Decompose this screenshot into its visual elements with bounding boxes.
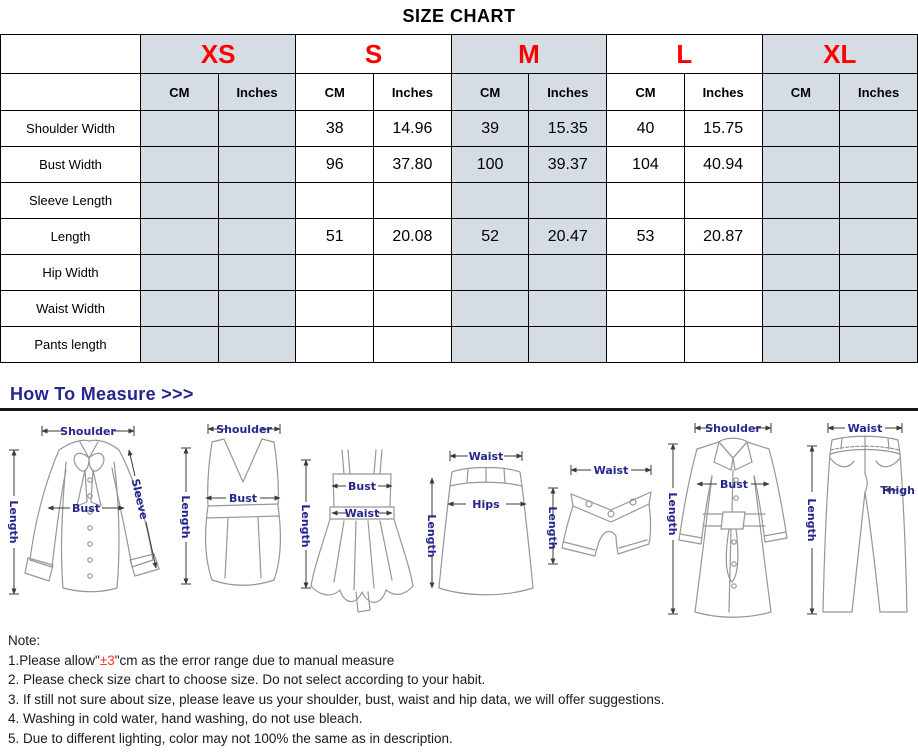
row-label: Waist Width (1, 291, 141, 327)
table-row (1, 147, 918, 183)
value-cell (762, 183, 840, 219)
value-cell (141, 219, 219, 255)
size-header-m: M (451, 35, 606, 74)
value-cell (374, 291, 452, 327)
value-cell (607, 183, 685, 219)
value-cell (840, 111, 918, 147)
unit-header-xl-inches: Inches (840, 74, 918, 111)
row-label: Shoulder Width (1, 111, 141, 147)
notes-heading: Note: (8, 633, 41, 648)
value-cell (141, 183, 219, 219)
measure-label-hips: Hips (472, 498, 501, 511)
unit-header-m-cm: CM (451, 74, 529, 111)
value-cell: 39 (451, 111, 529, 147)
diagram-skirt-illustration (422, 416, 538, 621)
value-cell (218, 327, 296, 363)
value-cell (762, 111, 840, 147)
value-cell (762, 219, 840, 255)
measure-label-bust: Bust (719, 478, 748, 491)
value-cell (762, 291, 840, 327)
value-cell (296, 183, 374, 219)
size-header-xl: XL (762, 35, 918, 74)
value-cell (141, 291, 219, 327)
value-cell (840, 147, 918, 183)
value-cell: 40 (607, 111, 685, 147)
row-label: Bust Width (1, 147, 141, 183)
value-cell (684, 183, 762, 219)
measure-label-shoulder: Shoulder (704, 422, 761, 435)
value-cell (296, 291, 374, 327)
value-cell (529, 183, 607, 219)
page-title: SIZE CHART (402, 6, 516, 26)
diagram-blouse-illustration (2, 416, 174, 621)
unit-header-l-inches: Inches (684, 74, 762, 111)
row-label: Pants length (1, 327, 141, 363)
note-line-3: 3. If still not sure about size, please leave us your shoulder, bust, waist and hip data, we will offer suggestions. (8, 691, 665, 707)
table-row (1, 183, 918, 219)
measure-label-waist: Waist (847, 422, 883, 435)
measure-label-bust: Bust (348, 480, 377, 493)
note-line-4: 4. Washing in cold water, hand washing, do not use bleach. (8, 711, 363, 726)
value-cell: 15.35 (529, 111, 607, 147)
diagram-shorts-illustration (539, 416, 657, 621)
diagram-coat-illustration (657, 416, 794, 621)
value-cell: 104 (607, 147, 685, 183)
value-cell (684, 255, 762, 291)
measure-label-thigh: Thigh (880, 484, 915, 497)
measure-label-length: Length (7, 500, 20, 544)
notes-section (0, 624, 918, 748)
value-cell (607, 327, 685, 363)
value-cell (840, 219, 918, 255)
measure-label-shoulder: Shoulder (60, 425, 116, 438)
measure-label-length: Length (299, 504, 313, 548)
value-cell (451, 327, 529, 363)
unit-header-row (1, 74, 918, 111)
value-cell: 39.37 (529, 147, 607, 183)
measure-label-waist: Waist (344, 507, 380, 520)
value-cell (607, 255, 685, 291)
value-cell: 20.47 (529, 219, 607, 255)
size-chart-table (0, 34, 918, 363)
note-1-suffix: "cm as the error range due to manual measure (114, 652, 395, 668)
measure-label-length: Length (545, 506, 559, 550)
how-to-measure-heading: How To Measure >>> (10, 384, 194, 404)
value-cell (840, 327, 918, 363)
value-cell: 51 (296, 219, 374, 255)
diagram-dress-illustration (296, 416, 422, 621)
measure-label-length: Length (425, 514, 439, 558)
value-cell (529, 291, 607, 327)
value-cell (840, 291, 918, 327)
measure-label-length: Length (665, 492, 679, 536)
note-1-highlight: ±3 (99, 652, 115, 668)
measure-label-bust: Bust (71, 502, 101, 515)
table-row (1, 219, 918, 255)
measure-label-waist: Waist (469, 450, 504, 463)
size-header-xs: XS (141, 35, 296, 74)
note-line-5: 5. Due to different lighting, color may not 100% the same as in description. (8, 730, 453, 746)
value-cell (374, 183, 452, 219)
value-cell: 53 (607, 219, 685, 255)
unit-header-xl-cm: CM (762, 74, 840, 111)
size-header-l: L (607, 35, 762, 74)
unit-header-l-cm: CM (607, 74, 685, 111)
measure-label-shoulder: Shoulder (216, 423, 272, 436)
value-cell (141, 255, 219, 291)
table-row (1, 255, 918, 291)
corner-cell (1, 35, 141, 74)
measure-label-sleeve: Sleeve (128, 477, 151, 521)
size-header-s: S (296, 35, 451, 74)
value-cell (684, 327, 762, 363)
diagram-tank-illustration (174, 416, 296, 621)
value-cell (374, 327, 452, 363)
value-cell (141, 147, 219, 183)
unit-header-s-inches: Inches (374, 74, 452, 111)
corner-cell (1, 74, 141, 111)
size-header-row (1, 35, 918, 74)
value-cell: 38 (296, 111, 374, 147)
measure-label-length: Length (179, 495, 193, 539)
note-line-2: 2. Please check size chart to choose size. Do not select according to your habit. (8, 672, 486, 687)
note-line-1 (8, 651, 918, 671)
value-cell (762, 147, 840, 183)
value-cell: 52 (451, 219, 529, 255)
value-cell: 14.96 (374, 111, 452, 147)
value-cell (840, 255, 918, 291)
value-cell: 15.75 (684, 111, 762, 147)
value-cell (762, 327, 840, 363)
value-cell: 100 (451, 147, 529, 183)
value-cell (684, 291, 762, 327)
unit-header-xs-cm: CM (141, 74, 219, 111)
measure-label-waist: Waist (593, 464, 628, 477)
value-cell (607, 291, 685, 327)
value-cell (529, 255, 607, 291)
value-cell (218, 147, 296, 183)
value-cell (374, 255, 452, 291)
value-cell (296, 255, 374, 291)
unit-header-xs-inches: Inches (218, 74, 296, 111)
value-cell: 20.08 (374, 219, 452, 255)
diagram-pants-illustration (794, 416, 916, 621)
unit-header-m-inches: Inches (529, 74, 607, 111)
value-cell: 37.80 (374, 147, 452, 183)
value-cell: 40.94 (684, 147, 762, 183)
value-cell (218, 111, 296, 147)
value-cell (218, 291, 296, 327)
value-cell (141, 327, 219, 363)
value-cell (451, 255, 529, 291)
value-cell: 20.87 (684, 219, 762, 255)
value-cell (529, 327, 607, 363)
note-1-prefix: 1.Please allow" (8, 652, 100, 668)
value-cell (218, 255, 296, 291)
value-cell (451, 291, 529, 327)
table-row (1, 111, 918, 147)
value-cell (296, 327, 374, 363)
unit-header-s-cm: CM (296, 74, 374, 111)
value-cell (218, 183, 296, 219)
value-cell (451, 183, 529, 219)
row-label: Hip Width (1, 255, 141, 291)
row-label: Length (1, 219, 141, 255)
value-cell (218, 219, 296, 255)
table-row (1, 327, 918, 363)
measure-label-bust: Bust (229, 492, 258, 505)
value-cell (840, 183, 918, 219)
measure-diagrams (0, 411, 918, 624)
table-row (1, 291, 918, 327)
value-cell (141, 111, 219, 147)
row-label: Sleeve Length (1, 183, 141, 219)
measure-label-length: Length (804, 498, 818, 542)
value-cell: 96 (296, 147, 374, 183)
value-cell (762, 255, 840, 291)
